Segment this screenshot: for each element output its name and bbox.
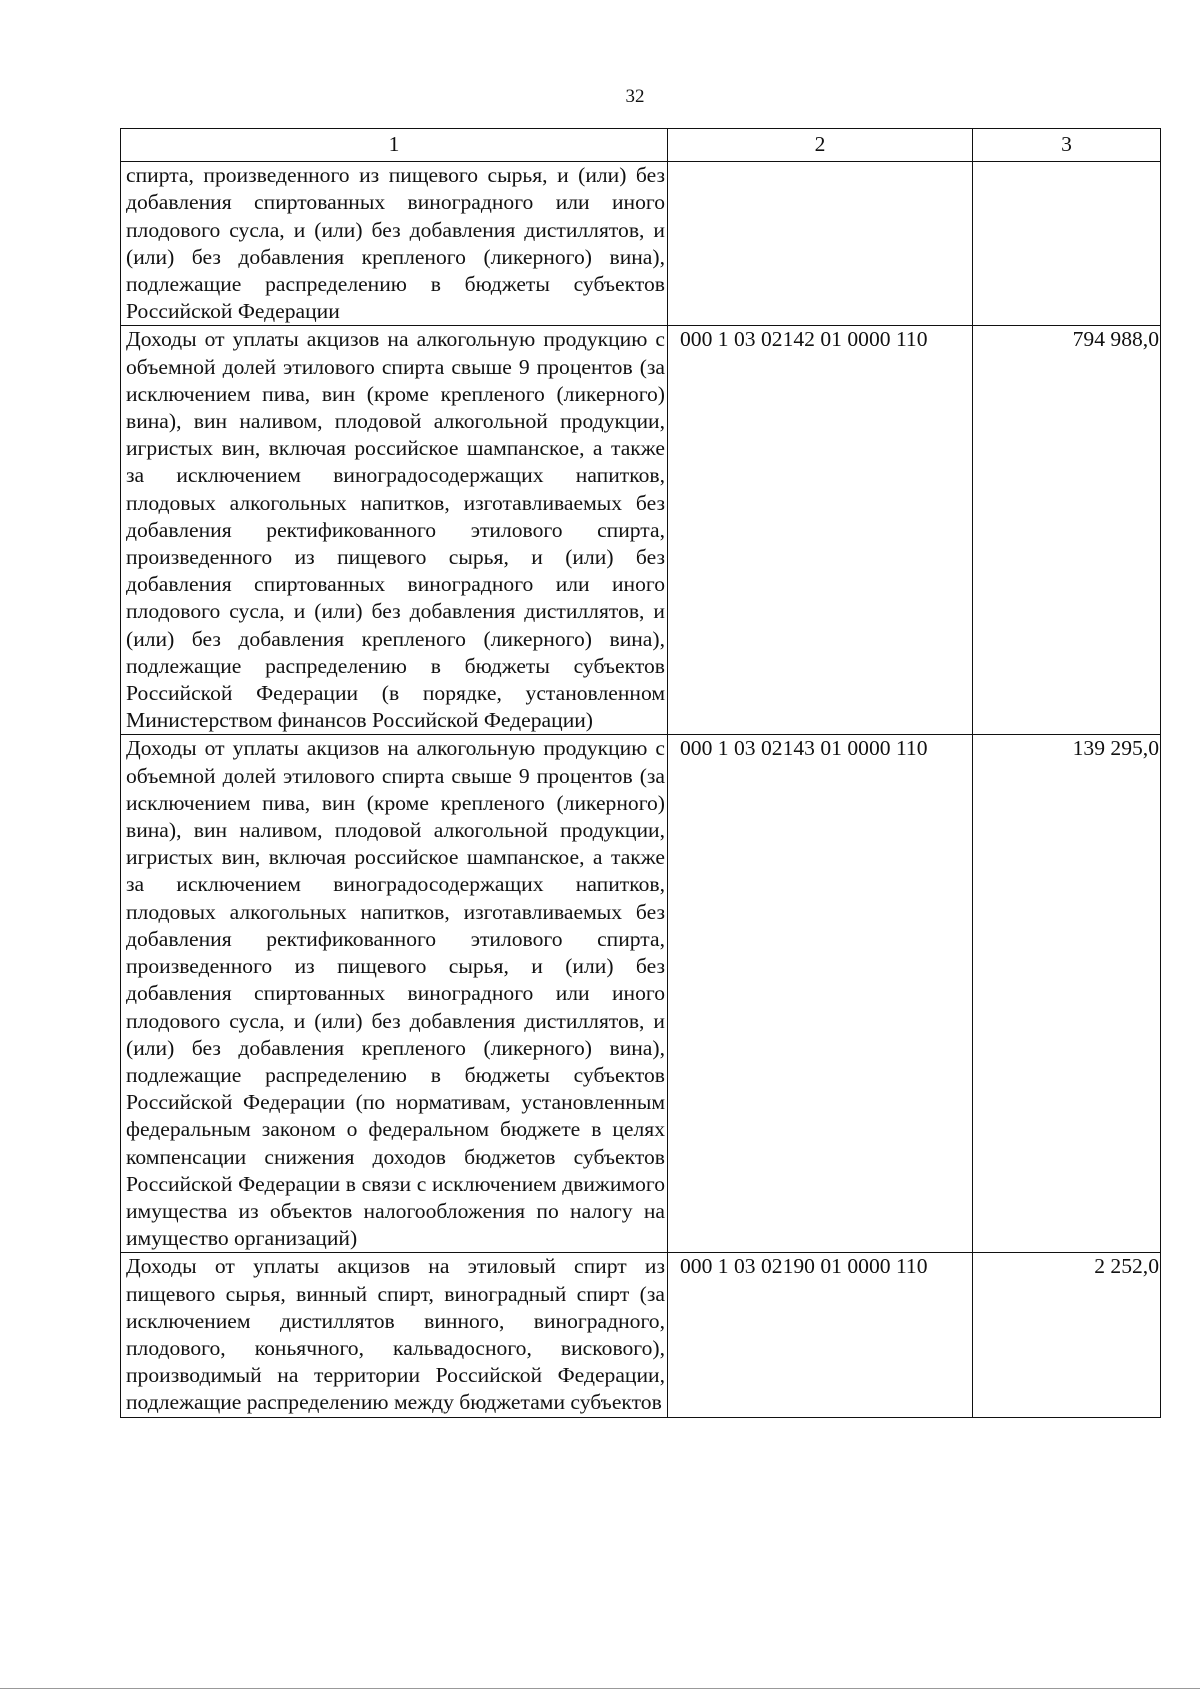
column-header-3: 3 [973,129,1161,162]
row-amount: 2 252,0 [973,1253,1161,1417]
row-description: спирта, произведенного из пищевого сырья, и (или) без добавления спиртованных виноградного или иного плодового сусла, и (или) без добавления дистиллятов, и (или) без добавления крепленого (ликерного) вина), подлежащие распределению в бюджеты субъектов Российской Федерации [121,162,668,326]
table-row [121,162,1161,326]
row-description: Доходы от уплаты акцизов на этиловый спирт из пищевого сырья, винный спирт, виноградный спирт (за исключением дистиллятов винного, виноградного, плодового, коньячного, кальвадосного, вискового), производимый на территории Российской Федерации, подлежащие распределению между бюджетами субъектов [121,1253,668,1417]
row-amount: 794 988,0 [973,326,1161,735]
row-code: 000 1 03 02143 01 0000 110 [668,735,973,1253]
row-code: 000 1 03 02190 01 0000 110 [668,1253,973,1417]
page-number: 32 [625,86,645,107]
column-header-2: 2 [668,129,973,162]
page-bottom-rule [0,1688,1200,1689]
table-row [121,326,1161,735]
row-amount: 139 295,0 [973,735,1161,1253]
column-header-1: 1 [121,129,668,162]
row-code [668,162,973,326]
row-code: 000 1 03 02142 01 0000 110 [668,326,973,735]
row-description: Доходы от уплаты акцизов на алкогольную продукцию с объемной долей этилового спирта свыше 9 процентов (за исключением пива, вин (кроме крепленого (ликерного) вина), вин наливом, плодовой алкогольной продукции, игристых вин, включая российское шампанское, а также за исключением виноградосодержащих напитков, плодовых алкогольных напитков, изготавливаемых без добавления ректификованного этилового спирта, произведенного из пищевого сырья, и (или) без добавления спиртованных виноградного или иного плодового сусла, и (или) без добавления дистиллятов, и (или) без добавления крепленого (ликерного) вина), подлежащие распределению в бюджеты субъектов Российской Федерации (по нормативам, установленным федеральным законом о федеральном бюджете в целях компенсации снижения доходов бюджетов субъектов Российской Федерации в связи с исключением движимого имущества из объектов налогообложения по налогу на имущество организаций) [121,735,668,1253]
revenue-table [120,128,1161,1418]
row-amount [973,162,1161,326]
table-header-row [121,129,1161,162]
table-row [121,1253,1161,1417]
table-row [121,735,1161,1253]
row-description: Доходы от уплаты акцизов на алкогольную продукцию с объемной долей этилового спирта свыше 9 процентов (за исключением пива, вин (кроме крепленого (ликерного) вина), вин наливом, плодовой алкогольной продукции, игристых вин, включая российское шампанское, а также за исключением виноградосодержащих напитков, плодовых алкогольных напитков, изготавливаемых без добавления ректификованного этилового спирта, произведенного из пищевого сырья, и (или) без добавления спиртованных виноградного или иного плодового сусла, и (или) без добавления дистиллятов, и (или) без добавления крепленого (ликерного) вина), подлежащие распределению в бюджеты субъектов Российской Федерации (в порядке, установленном Министерством финансов Российской Федерации) [121,326,668,735]
